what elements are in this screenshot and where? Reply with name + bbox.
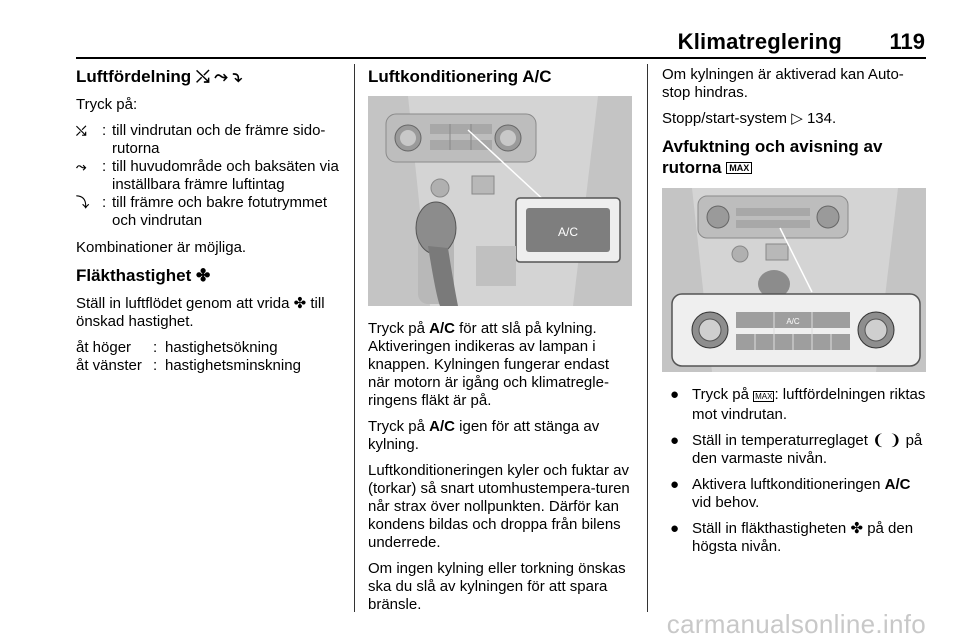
- air-options-list: [76, 122, 342, 230]
- max-defrost-icon: MAX: [755, 392, 773, 402]
- heading-defog: Avfuktning och avisning av rutorna MAX: [662, 137, 883, 177]
- climate-panel-illustration: [662, 188, 926, 372]
- fan-text: Ställ in luftflödet genom att vrida ✤ till önskad hastighet.: [76, 295, 325, 330]
- column-divider-2: [647, 64, 648, 612]
- list-item: ● Ställ in temperaturreglaget ❨ ❩ på den varmaste nivån.: [670, 432, 923, 468]
- heading-air-conditioning: Luftkonditionering A/C: [368, 67, 552, 86]
- max-defrost-icon: MAX: [726, 162, 752, 174]
- ac-console-figure: [368, 96, 632, 306]
- list-item: ● Tryck på MAX : luftfördelningen riktas mot vindrutan.: [670, 386, 926, 424]
- column-2: [368, 66, 634, 622]
- header-divider: [76, 57, 926, 59]
- column-1: [76, 66, 342, 375]
- direction-right: åt höger : hastighetsökning: [76, 339, 278, 356]
- windscreen-air-icon: ⤯: [76, 123, 87, 138]
- ac-para-1: Tryck på A/C för att slå på kylning. Aktiveringen indikeras av lampan i knappen. Kylningen fungerar endast när motorn är igång och klimatregle-ringens fläkt är på.: [368, 320, 610, 409]
- cross-reference: Stopp/start-system ▷ 134.: [662, 110, 837, 127]
- fan-icon: ✤: [293, 295, 307, 312]
- combinations-text: Kombinationer är möjliga.: [76, 239, 247, 256]
- direction-list: [76, 339, 342, 375]
- direction-left: åt vänster : hastighetsminskning: [76, 357, 301, 374]
- air-option-windscreen: ⤯ : till vindrutan och de främre sido-rutorna: [76, 122, 326, 157]
- panel-ac-label: A/C: [786, 317, 800, 327]
- ac-para-3: Luftkonditioneringen kyler och fuktar av (torkar) så snart utomhustempera-turen når strax över nollpunkten. Därför kan kondens bildas och droppa från bilens underrede.: [368, 462, 630, 551]
- heading-fan-speed: Fläkthastighet ✤: [76, 266, 211, 285]
- page-ref-icon: ▷: [791, 110, 803, 127]
- head-air-icon: ⤳: [76, 159, 87, 174]
- air-option-footwell: ⤵ : till främre och bakre fotutrymmet och vindrutan: [76, 194, 328, 229]
- list-item: ● Aktivera luftkonditioneringen A/C vid behov.: [670, 476, 911, 512]
- column-divider-1: [354, 64, 355, 612]
- column-3: [662, 66, 928, 564]
- fan-icon: ✤: [850, 520, 864, 538]
- chapter-title: Klimatreglering: [677, 29, 842, 54]
- climate-panel-figure: [662, 188, 926, 372]
- air-option-head: ⤳ : till huvudområde och baksäten via inställbara främre luftintag: [76, 158, 339, 193]
- ac-console-illustration: [368, 96, 632, 306]
- ac-para-4: Om ingen kylning eller torkning önskas ska du slå av kylningen för att spara bränsle.: [368, 560, 626, 613]
- page-number: 119: [889, 29, 925, 54]
- footwell-air-icon: ⤵: [76, 195, 90, 210]
- watermark: carmanualsonline.info: [666, 609, 926, 639]
- list-item: ● Ställ in fläkthastigheten ✤ på den högsta nivån.: [670, 520, 914, 556]
- ac-para-2: Tryck på A/C igen för att stänga av kylning.: [368, 418, 600, 453]
- defog-steps: [662, 386, 928, 556]
- intro-text: Tryck på:: [76, 96, 138, 113]
- temperature-control-icon: ❨ ❩: [872, 432, 902, 450]
- ac-button-label: A/C: [557, 225, 579, 239]
- fan-icon: ✤: [195, 266, 211, 285]
- autostop-text: Om kylningen är aktiverad kan Auto-stop hindras.: [662, 66, 904, 101]
- heading-air-distribution: Luftfördelning ⤯ ⤳ ⤵: [76, 67, 243, 86]
- air-distribution-icons: ⤯ ⤳ ⤵: [195, 67, 243, 86]
